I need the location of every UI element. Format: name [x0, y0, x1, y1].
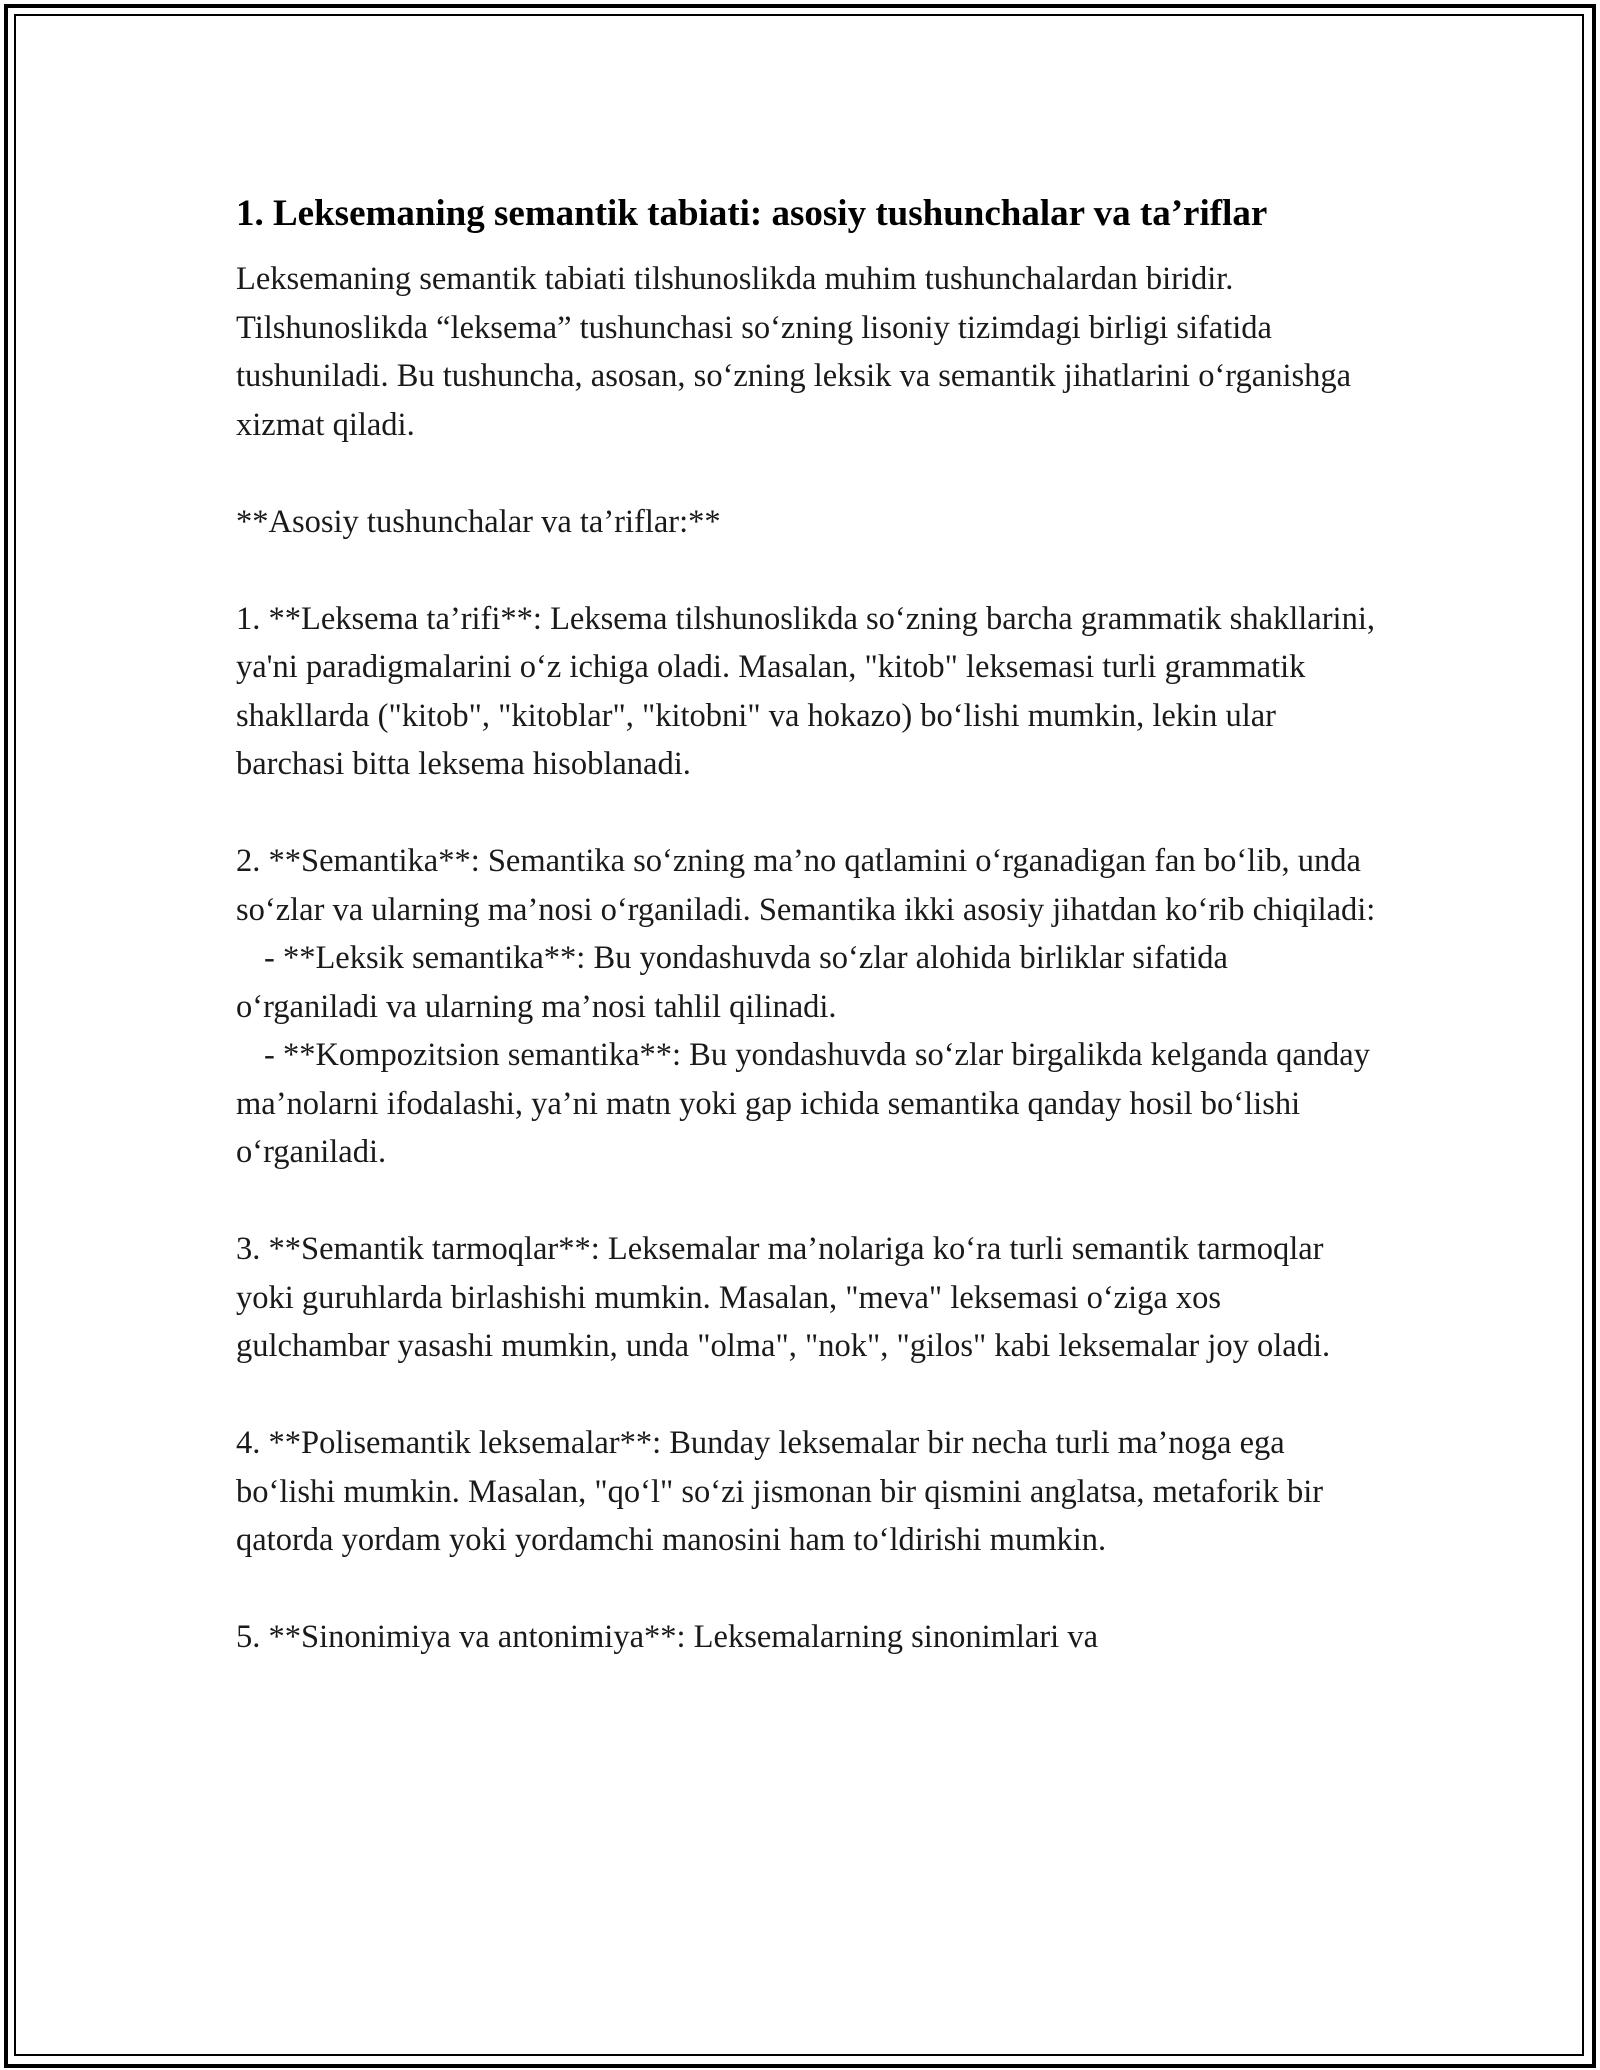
intro-paragraph: Leksemaning semantik tabiati tilshunoslikda muhim tushunchalardan biridir. Tilshunoslikda “leksema” tushunchasi so‘zning lisoniy tizimdagi birligi sifatida tushuniladi. Bu tushuncha, asosan, so‘zning leksik va semantik jihatlarini o‘rganishga xizmat qiladi. [236, 261, 1352, 443]
document-page [236, 186, 1376, 1662]
paragraph-spacer [236, 1371, 1376, 1420]
list-item-2-sub-1: - **Leksik semantika**: Bu yondashuvda so‘zlar alohida birliklar sifatida o‘rganiladi va ularning ma’nosi tahlil qilinadi. [236, 940, 1228, 1025]
paragraph-spacer [236, 449, 1376, 498]
document-title: 1. Leksemaning semantik tabiati: asosiy tushunchalar va ta’riflar [236, 193, 1268, 234]
paragraph-spacer [236, 1565, 1376, 1614]
paragraph-spacer [236, 546, 1376, 595]
list-item-2-text: 2. **Semantika**: Semantika so‘zning ma’no qatlamini o‘rganadigan fan bo‘lib, unda so‘zlar va ularning ma’nosi o‘rganiladi. Semantika ikki asosiy jihatdan ko‘rib chiqiladi: [236, 843, 1376, 928]
list-item-2 [236, 837, 1376, 1177]
list-item-2-sub-2: - **Kompozitsion semantika**: Bu yondashuvda so‘zlar birgalikda kelganda qanday ma’nolarni ifodalashi, ya’ni matn yoki gap ichida semantika qanday hosil bo‘lishi o‘rganiladi. [236, 1037, 1370, 1170]
paragraph-spacer [236, 1177, 1376, 1226]
subheading-paragraph: **Asosiy tushunchalar va ta’riflar:** [236, 503, 721, 540]
paragraph-spacer [236, 789, 1376, 838]
list-item-4: 4. **Polisemantik leksemalar**: Bunday leksemalar bir necha turli ma’noga ega bo‘lishi mumkin. Masalan, "qo‘l" so‘zi jismonan bir qismini anglatsa, metaforik bir qatorda yordam yoki yordamchi manosini ham to‘ldirishi mumkin. [236, 1425, 1324, 1558]
list-item-3: 3. **Semantik tarmoqlar**: Leksemalar ma’nolariga ko‘ra turli semantik tarmoqlar yoki guruhlarda birlashishi mumkin. Masalan, "meva" leksemasi o‘ziga xos gulchambar yasashi mumkin, unda "olma", "nok", "gilos" kabi leksemalar joy oladi. [236, 1231, 1331, 1364]
list-item-1: 1. **Leksema ta’rifi**: Leksema tilshunoslikda so‘zning barcha grammatik shakllarini, ya'ni paradigmalarini o‘z ichiga oladi. Masalan, "kitob" leksemasi turli grammatik shakllarda ("kitob", "kitoblar", "kitobni" va hokazo) bo‘lishi mumkin, lekin ular barchasi bitta leksema hisoblanadi. [236, 600, 1375, 782]
list-item-5: 5. **Sinonimiya va antonimiya**: Leksemalarning sinonimlari va [236, 1619, 1098, 1655]
